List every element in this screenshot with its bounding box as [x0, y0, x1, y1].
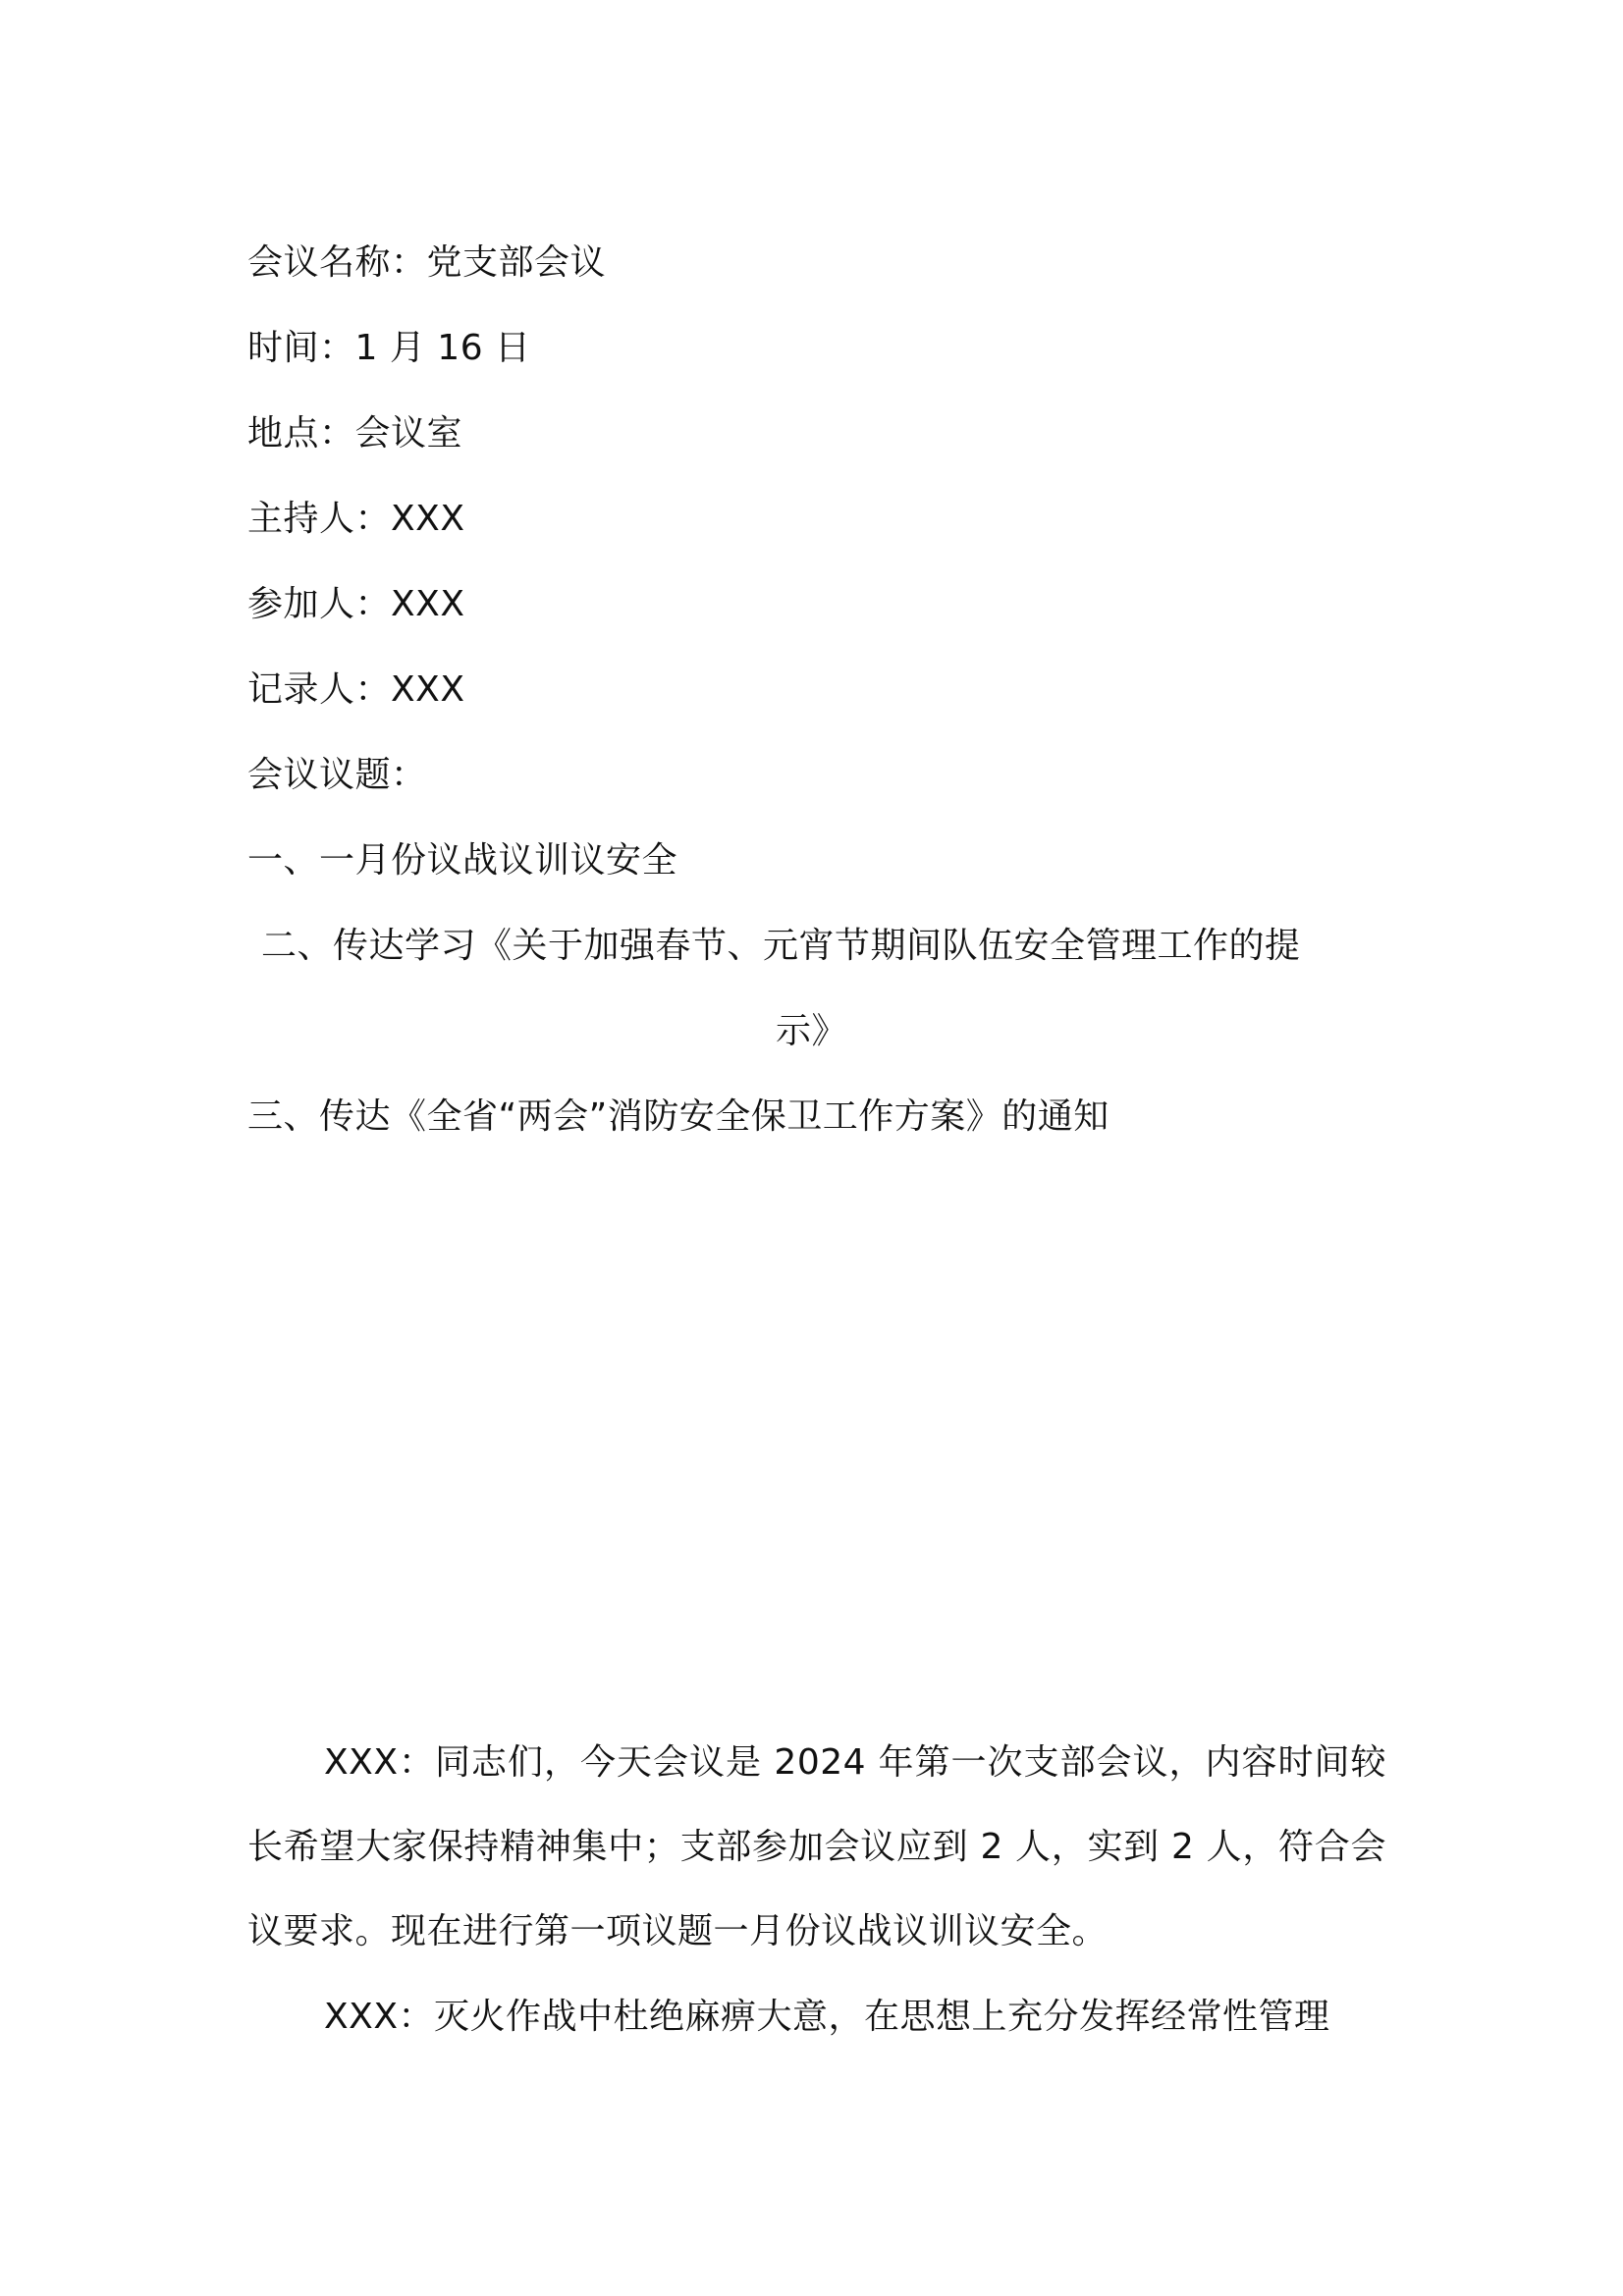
body-paragraph-1: XXX：同志们，今天会议是 2024 年第一次支部会议，内容时间较长希望大家保持精神集中；支部参加会议应到 2 人，实到 2 人，符合会议要求。现在进行第一项议题一月份议战议训议安全。: [247, 1742, 1386, 1951]
meeting-location-line: 地点：会议室: [247, 413, 463, 454]
recorder-line: 记录人：XXX: [247, 669, 465, 710]
topic-item-1: 一、一月份议战议训议安全: [247, 840, 678, 881]
body-paragraph-2: XXX：灭火作战中杜绝麻痹大意，在思想上充分发挥经常性管理: [324, 1997, 1330, 2037]
topic-item-3: 三、传达《全省“两会”消防安全保卫工作方案》的通知: [247, 1096, 1109, 1137]
participants-line: 参加人：XXX: [247, 584, 465, 624]
topic-item-2-line-1: 二、传达学习《关于加强春节、元宵节期间队伍安全管理工作的提: [261, 926, 1301, 966]
meeting-name-line: 会议名称：党支部会议: [247, 242, 607, 283]
topics-label: 会议议题：: [247, 755, 427, 795]
topic-item-2-line-2: 示》: [775, 1011, 847, 1051]
meeting-time-line: 时间：1 月 16 日: [247, 328, 531, 368]
host-line: 主持人：XXX: [247, 499, 465, 539]
